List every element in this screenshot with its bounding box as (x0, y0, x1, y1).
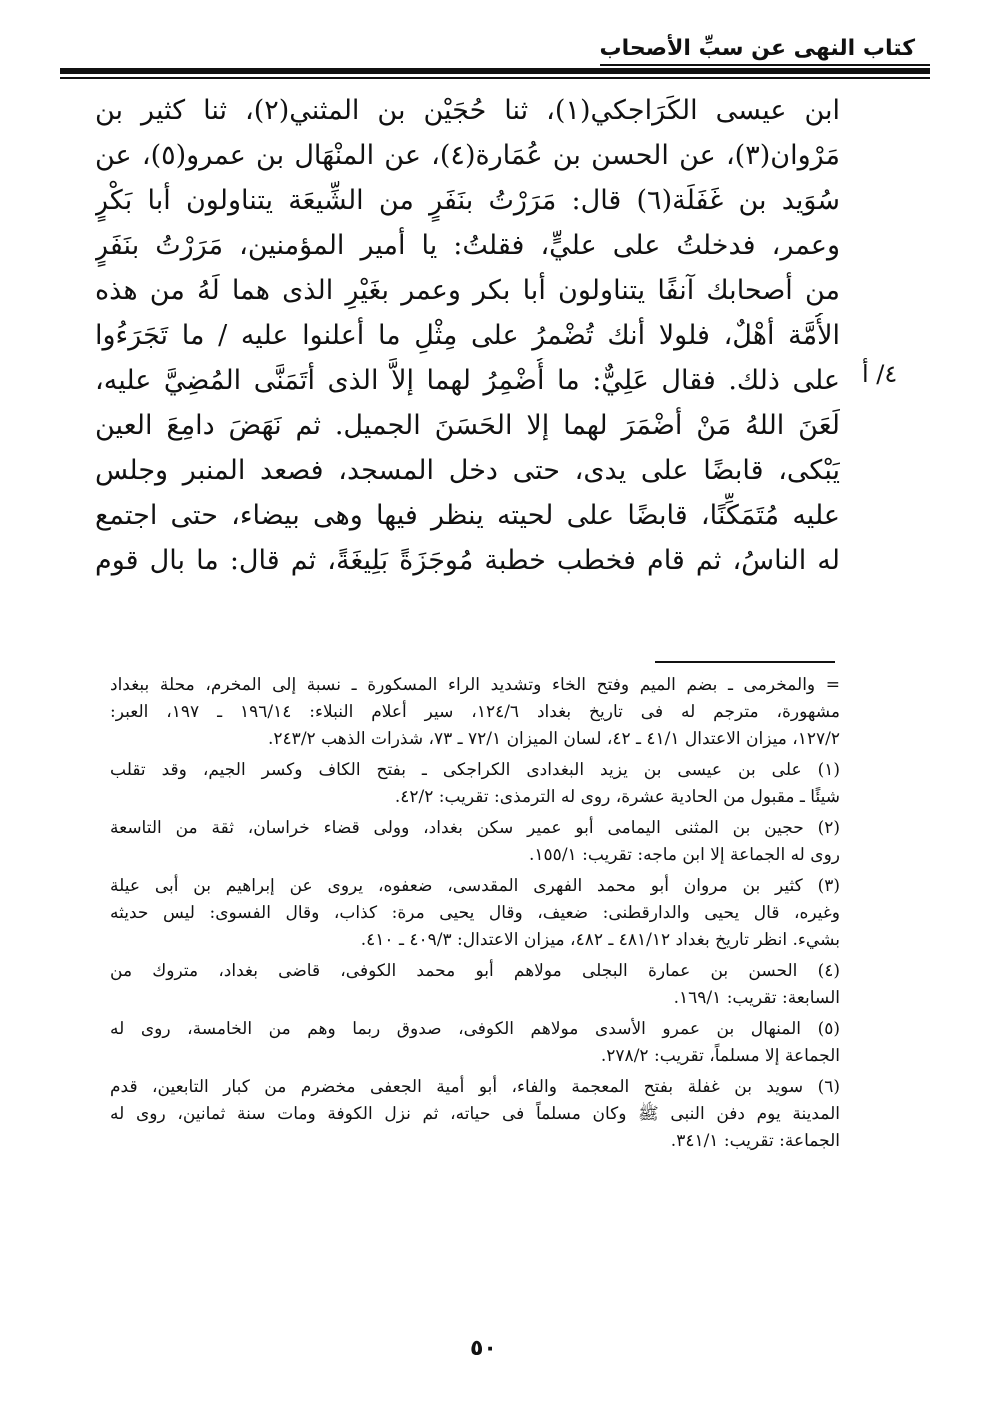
text-line: له الناسُ، ثم قام فخطب خطبة مُوجَزَةً بَلِيغَةً، ثم قال: ما بال قوم (95, 545, 840, 576)
footnote-1 (110, 757, 840, 811)
footnote-line: الجماعة: تقريب: ٣٤١/١. (670, 1131, 840, 1151)
footnote-line: = والمخرمى ـ بضم الميم وفتح الخاء وتشديد الراء المسكورة ـ نسبة إلى المخرم، محلة ببغداد (110, 675, 840, 695)
footnote-6 (110, 1074, 840, 1155)
footnote-line: شيئًا ـ مقبول من الحادية عشرة، روى له الترمذى: تقريب: ٤٢/٢. (394, 787, 840, 807)
footnote-line: الجماعة إلا مسلماً، تقريب: ٢٧٨/٢. (600, 1046, 840, 1066)
header-rule-thin (60, 77, 930, 79)
footnote-line: وغيره، قال يحيى والدارقطنى: ضعيف، وقال يحيى مرة: كذاب، وقال الفسوى: ليس حديثه (110, 903, 840, 923)
text-line: من أصحابك آنفًا يتناولون أبا بكر وعمر بغَيْرِ الذى هما لَهُ من هذه (95, 275, 840, 306)
text-line: وعمر، فدخلتُ على عليٍّ، فقلتُ: يا أمير المؤمنين، مَرَرْتُ بنَفَرٍ (95, 230, 840, 261)
footnote-line: (٢) حجين بن المثنى اليمامى أبو عمير سكن بغداد، وولى قضاء خراسان، ثقة من التاسعة (110, 818, 840, 838)
footnote-4 (110, 958, 840, 1012)
footnote-line: مشهورة، مترجم له فى تاريخ بغداد ١٢٤/٦، سير أعلام النبلاء: ١٩٦/١٤ ـ ١٩٧، العبر: (110, 702, 840, 722)
footnote-line: بشيء. انظر تاريخ بغداد ٤٨١/١٢ ـ ٤٨٢، ميزان الاعتدال: ٤٠٩/٣ ـ ٤١٠. (360, 930, 840, 950)
footnote-2 (110, 815, 840, 869)
footnote-3 (110, 873, 840, 954)
main-text (95, 88, 840, 583)
footnote-line: السابعة: تقريب: ١٦٩/١. (673, 988, 840, 1008)
text-line: يَبْكى، قابضًا على يدى، حتى دخل المسجد، فصعد المنبر وجلس (95, 455, 840, 486)
footnote-line: (٤) الحسن بن عمارة البجلى مولاهم أبو محمد الكوفى، قاضى بغداد، متروك من (110, 961, 840, 981)
footnote-line: (٦) سويد بن غفلة بفتح المعجمة والفاء، أبو أمية الجعفى مخضرم من كبار التابعين، قدم (110, 1077, 840, 1097)
running-head-title: كتاب النهى عن سبِّ الأصحاب (599, 36, 915, 61)
text-line: عليه مُتَمَكِّنًا، قابضًا على لحيته ينظر فيها وهى بيضاء، حتى اجتمع (95, 500, 840, 531)
text-line: سُوَيد بن غَفَلَة(٦) قال: مَرَرْتُ بنَفَرٍ من الشِّيعَة يتناولون أبا بَكْرٍ (95, 185, 840, 216)
text-line: لَعَنَ اللهُ مَنْ أضْمَرَ لهما إلا الحَسَنَ الجميل. ثم نَهَضَ دامِعَ العين (95, 410, 840, 441)
footnote-line: ١٢٧/٢، ميزان الاعتدال ٤١/١ ـ ٤٢، لسان الميزان ٧٢/١ ـ ٧٣، شذرات الذهب ٢٤٣/٢. (268, 729, 840, 749)
footnote-line: (٥) المنهال بن عمرو الأسدى مولاهم الكوفى، صدوق ربما وهم من الخامسة، روى له (110, 1019, 840, 1039)
footnote-5 (110, 1016, 840, 1070)
footnotes (110, 672, 840, 1159)
footnote-continued (110, 672, 840, 753)
text-line: الأُمَّة أهْلٌ، فلولا أنك تُضْمرُ على مِثْلِ ما أعلنوا عليه / ما تَجَرَءُوا (95, 320, 840, 351)
page-header (60, 28, 930, 88)
footnote-line: (٣) كثير بن مروان أبو محمد الفهرى المقدسى، ضعفوه، يروى عن إبراهيم بن أبى عيلة (110, 876, 840, 896)
text-line: ابن عيسى الكَرَاجكي(١)، ثنا حُجَيْن بن المثني(٢)، ثنا كثير بن (95, 95, 840, 126)
footnote-line: روى له الجماعة إلا ابن ماجه: تقريب: ١٥٥/١. (529, 845, 840, 865)
text-line: مَرْوان(٣)، عن الحسن بن عُمَارة(٤)، عن المنْهَال بن عمرو(٥)، عن (95, 140, 840, 171)
text-line: على ذلك. فقال عَلِيٌّ: ما أُضْمِرُ لهما إلاَّ الذى أتَمَنَّى المُضِيَّ عليه، (95, 365, 840, 396)
footnote-separator (655, 661, 835, 663)
header-rule-thick (60, 68, 930, 74)
page-number: ٥٠ (470, 1336, 497, 1361)
footnote-line: المدينة يوم دفن النبى ﷺ وكان مسلماً فى حياته، ثم نزل الكوفة ومات سنة ثمانين، روى له (110, 1104, 840, 1124)
footnote-line: (١) على بن عيسى بن يزيد البغدادى الكراجكى ـ بفتح الكاف وكسر الجيم، وقد تقلب (110, 760, 840, 780)
folio-marginal-note: ٤/ أ (862, 360, 898, 388)
header-rule-short (600, 64, 930, 66)
